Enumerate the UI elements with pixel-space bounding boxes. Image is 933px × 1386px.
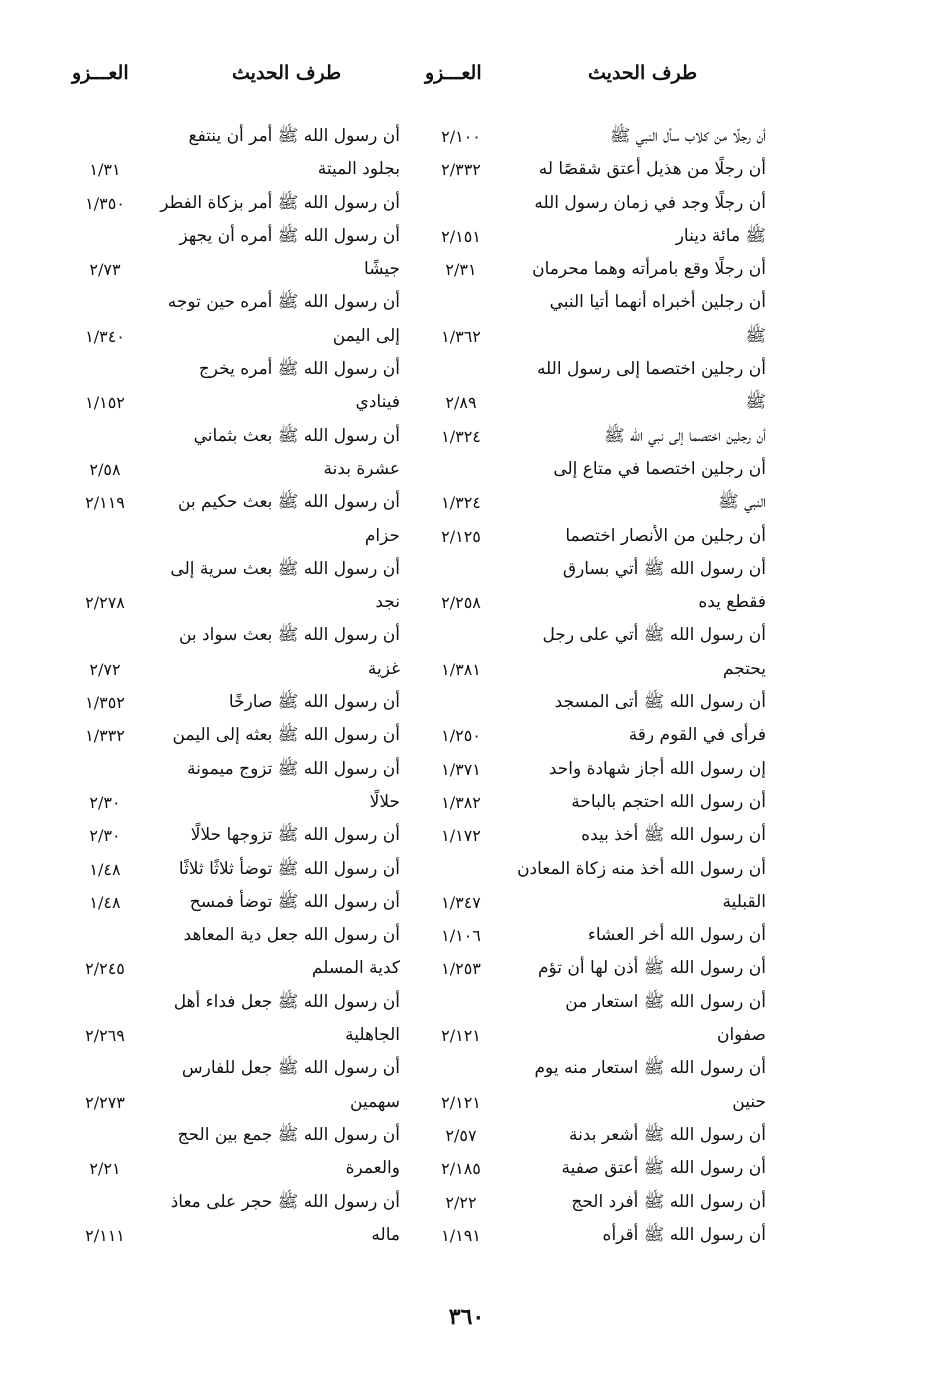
hadith-line: ﷺ مائة دينار (675, 225, 766, 246)
hadith-line: فقطع يده (698, 592, 766, 613)
page-number: ٣٦٠ (448, 1304, 485, 1330)
reference-value: ٢/٨٩ (445, 393, 477, 413)
hadith-line: أن رجلين من الأنصار اختصما (565, 525, 766, 546)
reference-value: ١/١٥٢ (85, 393, 125, 413)
reference-value: ٢/١٢١ (441, 1026, 481, 1046)
hadith-line: أن رسول الله ﷺ تزوج ميمونة (187, 758, 400, 779)
hadith-line: أن رسول الله ﷺ بعث سرية إلى (170, 558, 400, 579)
reference-value: ٢/١٠٠ (441, 127, 481, 146)
hadith-line: أن رجلًا وجد في زمان رسول الله (534, 192, 766, 213)
reference-value: ١/١٠٦ (441, 926, 481, 946)
reference-value: ١/٣١ (89, 160, 121, 180)
hadith-line: أن رجلين أخبراه أنهما أتيا النبي (549, 292, 766, 313)
right-reference-column (418, 120, 504, 1252)
hadith-line: ماله (371, 1224, 400, 1245)
reference-value (62, 220, 148, 253)
hadith-line: أن رسول الله ﷺ أعتق صفية (561, 1158, 766, 1179)
reference-value (418, 187, 504, 220)
hadith-line: أن رجلًا من هذيل أعتق شقصًا له (538, 159, 766, 180)
hadith-line: والعمرة (345, 1158, 400, 1179)
header-hadith-left: طرف الحديث (232, 62, 342, 84)
reference-value (62, 1052, 148, 1085)
hadith-line: أن رسول الله ﷺ أتي على رجل (542, 625, 766, 646)
hadith-line: ﷺ (745, 392, 766, 413)
reference-value: ٢/١٥١ (441, 226, 481, 246)
reference-value: ٢/٢٧٣ (85, 1092, 125, 1112)
reference-value (62, 553, 148, 586)
hadith-line: أن رسول الله ﷺ أتي بسارق (562, 558, 766, 579)
reference-value (62, 753, 148, 786)
right-hadith-column (508, 120, 766, 1252)
reference-value: ٢/٣٠ (89, 826, 121, 846)
reference-value: ١/٣٥٠ (85, 193, 125, 213)
hadith-line: أن رسول الله ﷺ أمر أن ينتفع (188, 126, 400, 146)
hadith-line: حلالًا (369, 791, 400, 812)
reference-value: ١/٣٨١ (441, 659, 481, 679)
reference-value (62, 986, 148, 1019)
reference-value: ١/٣٨٢ (441, 792, 481, 812)
hadith-line: حزام (364, 525, 400, 546)
reference-value: ١/٣٢٤ (441, 426, 481, 446)
hadith-line: أن رسول الله ﷺ توضأ ثلاثًا ثلاثًا (178, 858, 400, 879)
hadith-line: صفوان (716, 1025, 766, 1046)
reference-value: ٢/١١٩ (85, 493, 125, 513)
hadith-line: أن رسول الله ﷺ جمع بين الحج (177, 1124, 400, 1145)
hadith-line: أن رجلين اختصما في متاع إلى (553, 458, 766, 479)
hadith-line: إلى اليمن (332, 325, 400, 346)
hadith-line: أن رسول الله ﷺ استعار منه يوم (534, 1058, 766, 1079)
reference-value (418, 286, 504, 319)
reference-value (418, 619, 504, 652)
hadith-line: أن رسول الله ﷺ بعث حكيم بن (177, 492, 400, 513)
hadith-line: أن رسول الله ﷺ بعثه إلى اليمن (172, 725, 400, 746)
reference-value: ١/٣٤٠ (85, 326, 125, 346)
hadith-line: أن رسول الله ﷺ بعث بثماني (193, 425, 400, 446)
hadith-line: أن رسول الله ﷺ توضأ فمسح (189, 891, 400, 912)
hadith-line: كدية المسلم (311, 958, 400, 979)
hadith-line: أن رسول الله أخذ منه زكاة المعادن (517, 858, 766, 879)
hadith-line: عشرة بدنة (323, 458, 400, 479)
hadith-line: أن رسول الله ﷺ أخذ بيده (581, 825, 766, 846)
hadith-line: أن رسول الله ﷺ أمره يخرج (198, 359, 400, 380)
hadith-line: أن رسول الله جعل دية المعاهد (183, 925, 400, 946)
reference-value: ٢/٢٥٨ (441, 593, 481, 613)
reference-value (418, 1052, 504, 1085)
reference-value: ٢/١٢١ (441, 1092, 481, 1112)
reference-value: ١/٣٣٢ (85, 726, 125, 746)
reference-value (62, 919, 148, 952)
header-reference-right: العـــزو (425, 62, 482, 84)
hadith-line: أن رسول الله ﷺ استعار من (565, 991, 766, 1012)
hadith-line: حنين (732, 1091, 766, 1112)
reference-value: ١/٣٢٤ (441, 493, 481, 513)
hadith-line: أن رسول الله ﷺ أذن لها أن تؤم (537, 958, 766, 979)
reference-value (62, 1119, 148, 1152)
reference-value: ٢/٢٧٨ (85, 593, 125, 613)
hadith-line: أن رسول الله ﷺ أشعر بدنة (568, 1124, 766, 1145)
hadith-line: سهمين (350, 1091, 400, 1112)
hadith-line: أن رسول الله ﷺ أمر بزكاة الفطر (160, 192, 400, 213)
hadith-line: النبي ﷺ (718, 492, 766, 513)
reference-value (62, 619, 148, 652)
reference-value: ١/٣٦٢ (441, 326, 481, 346)
reference-value (62, 420, 148, 453)
hadith-line: جيشًا (364, 259, 400, 280)
reference-value: ١/٣٤٧ (441, 892, 481, 912)
left-reference-column (62, 120, 148, 1252)
reference-value: ٢/٣٣٢ (441, 160, 481, 180)
reference-value: ١/٣٧١ (441, 759, 481, 779)
hadith-line: أن رسول الله ﷺ بعث سواد بن (178, 625, 400, 646)
reference-value: ١/١٧٢ (441, 826, 481, 846)
hadith-line: أن رسول الله ﷺ جعل فداء أهل (173, 991, 400, 1012)
hadith-line: يحتجم (722, 658, 766, 679)
reference-value: ١/٢٥٠ (441, 726, 481, 746)
reference-value: ٢/٧٢ (89, 659, 121, 679)
reference-value: ٢/٢٦٩ (85, 1026, 125, 1046)
hadith-line: أن رجلًا وقع بامرأته وهما محرمان (532, 259, 766, 280)
reference-value (418, 553, 504, 586)
hadith-line: أن رسول الله ﷺ أفرد الحج (571, 1191, 766, 1212)
hadith-line: أن رجلًا من كلاب سأل النبي ﷺ (609, 126, 766, 146)
left-hadith-column (150, 120, 400, 1252)
hadith-line: أن رسول الله ﷺ أمره أن يجهز (179, 225, 400, 246)
hadith-line: بجلود الميتة (317, 159, 400, 180)
reference-value: ٢/٥٨ (89, 459, 121, 479)
reference-value: ٢/٧٣ (89, 260, 121, 280)
hadith-line: أن رسول الله ﷺ حجر على معاذ (170, 1191, 400, 1212)
reference-value (62, 353, 148, 386)
reference-value: ٢/١١١ (85, 1225, 125, 1245)
hadith-line: الجاهلية (345, 1025, 400, 1046)
reference-value (418, 686, 504, 719)
reference-value: ٢/١٨٥ (441, 1159, 481, 1179)
reference-value (418, 986, 504, 1019)
reference-value: ٢/٢٤٥ (85, 959, 125, 979)
hadith-line: ﷺ (745, 325, 766, 346)
reference-value: ٢/٣١ (445, 260, 477, 280)
reference-value: ١/٤٨ (89, 859, 121, 879)
reference-value (62, 120, 148, 153)
header-hadith-right: طرف الحديث (588, 62, 698, 84)
reference-value: ١/٤٨ (89, 892, 121, 912)
reference-value (62, 1186, 148, 1219)
hadith-line: القبلية (722, 891, 766, 912)
hadith-line: إن رسول الله أجاز شهادة واحد (548, 758, 766, 779)
hadith-line: أن رسول الله ﷺ تزوجها حلالًا (190, 825, 400, 846)
reference-value: ١/١٩١ (441, 1225, 481, 1245)
reference-value: ١/٢٥٣ (441, 959, 481, 979)
reference-value: ٢/٢٢ (445, 1192, 477, 1212)
reference-value: ٢/١٢٥ (441, 526, 481, 546)
hadith-line: أن رسول الله احتجم بالباحة (571, 791, 766, 812)
header-reference-left: العـــزو (72, 62, 129, 84)
hadith-line: أن رجلين اختصما إلى نبي الله ﷺ (604, 425, 766, 446)
hadith-line: أن رسول الله أخر العشاء (587, 925, 766, 946)
hadith-line: فرأى في القوم رقة (628, 725, 766, 746)
hadith-line: فينادي (355, 392, 400, 413)
hadith-line: أن رسول الله ﷺ أقرأه (602, 1224, 766, 1245)
hadith-line: نجد (375, 592, 400, 613)
reference-value: ٢/٣٠ (89, 792, 121, 812)
reference-value: ٢/٢١ (89, 1159, 121, 1179)
hadith-line: أن رسول الله ﷺ أمره حين توجه (167, 292, 400, 313)
reference-value (62, 286, 148, 319)
reference-value (418, 453, 504, 486)
reference-value: ١/٣٥٢ (85, 693, 125, 713)
hadith-line: أن رسول الله ﷺ صارخًا (228, 692, 400, 713)
reference-value (418, 853, 504, 886)
hadith-line: أن رجلين اختصما إلى رسول الله (536, 359, 766, 380)
hadith-line: أن رسول الله ﷺ أتى المسجد (554, 692, 766, 713)
reference-value (418, 353, 504, 386)
hadith-line: غزية (367, 658, 400, 679)
hadith-line: أن رسول الله ﷺ جعل للفارس (181, 1058, 400, 1079)
reference-value: ٢/٥٧ (445, 1125, 477, 1145)
reference-value (62, 520, 148, 553)
